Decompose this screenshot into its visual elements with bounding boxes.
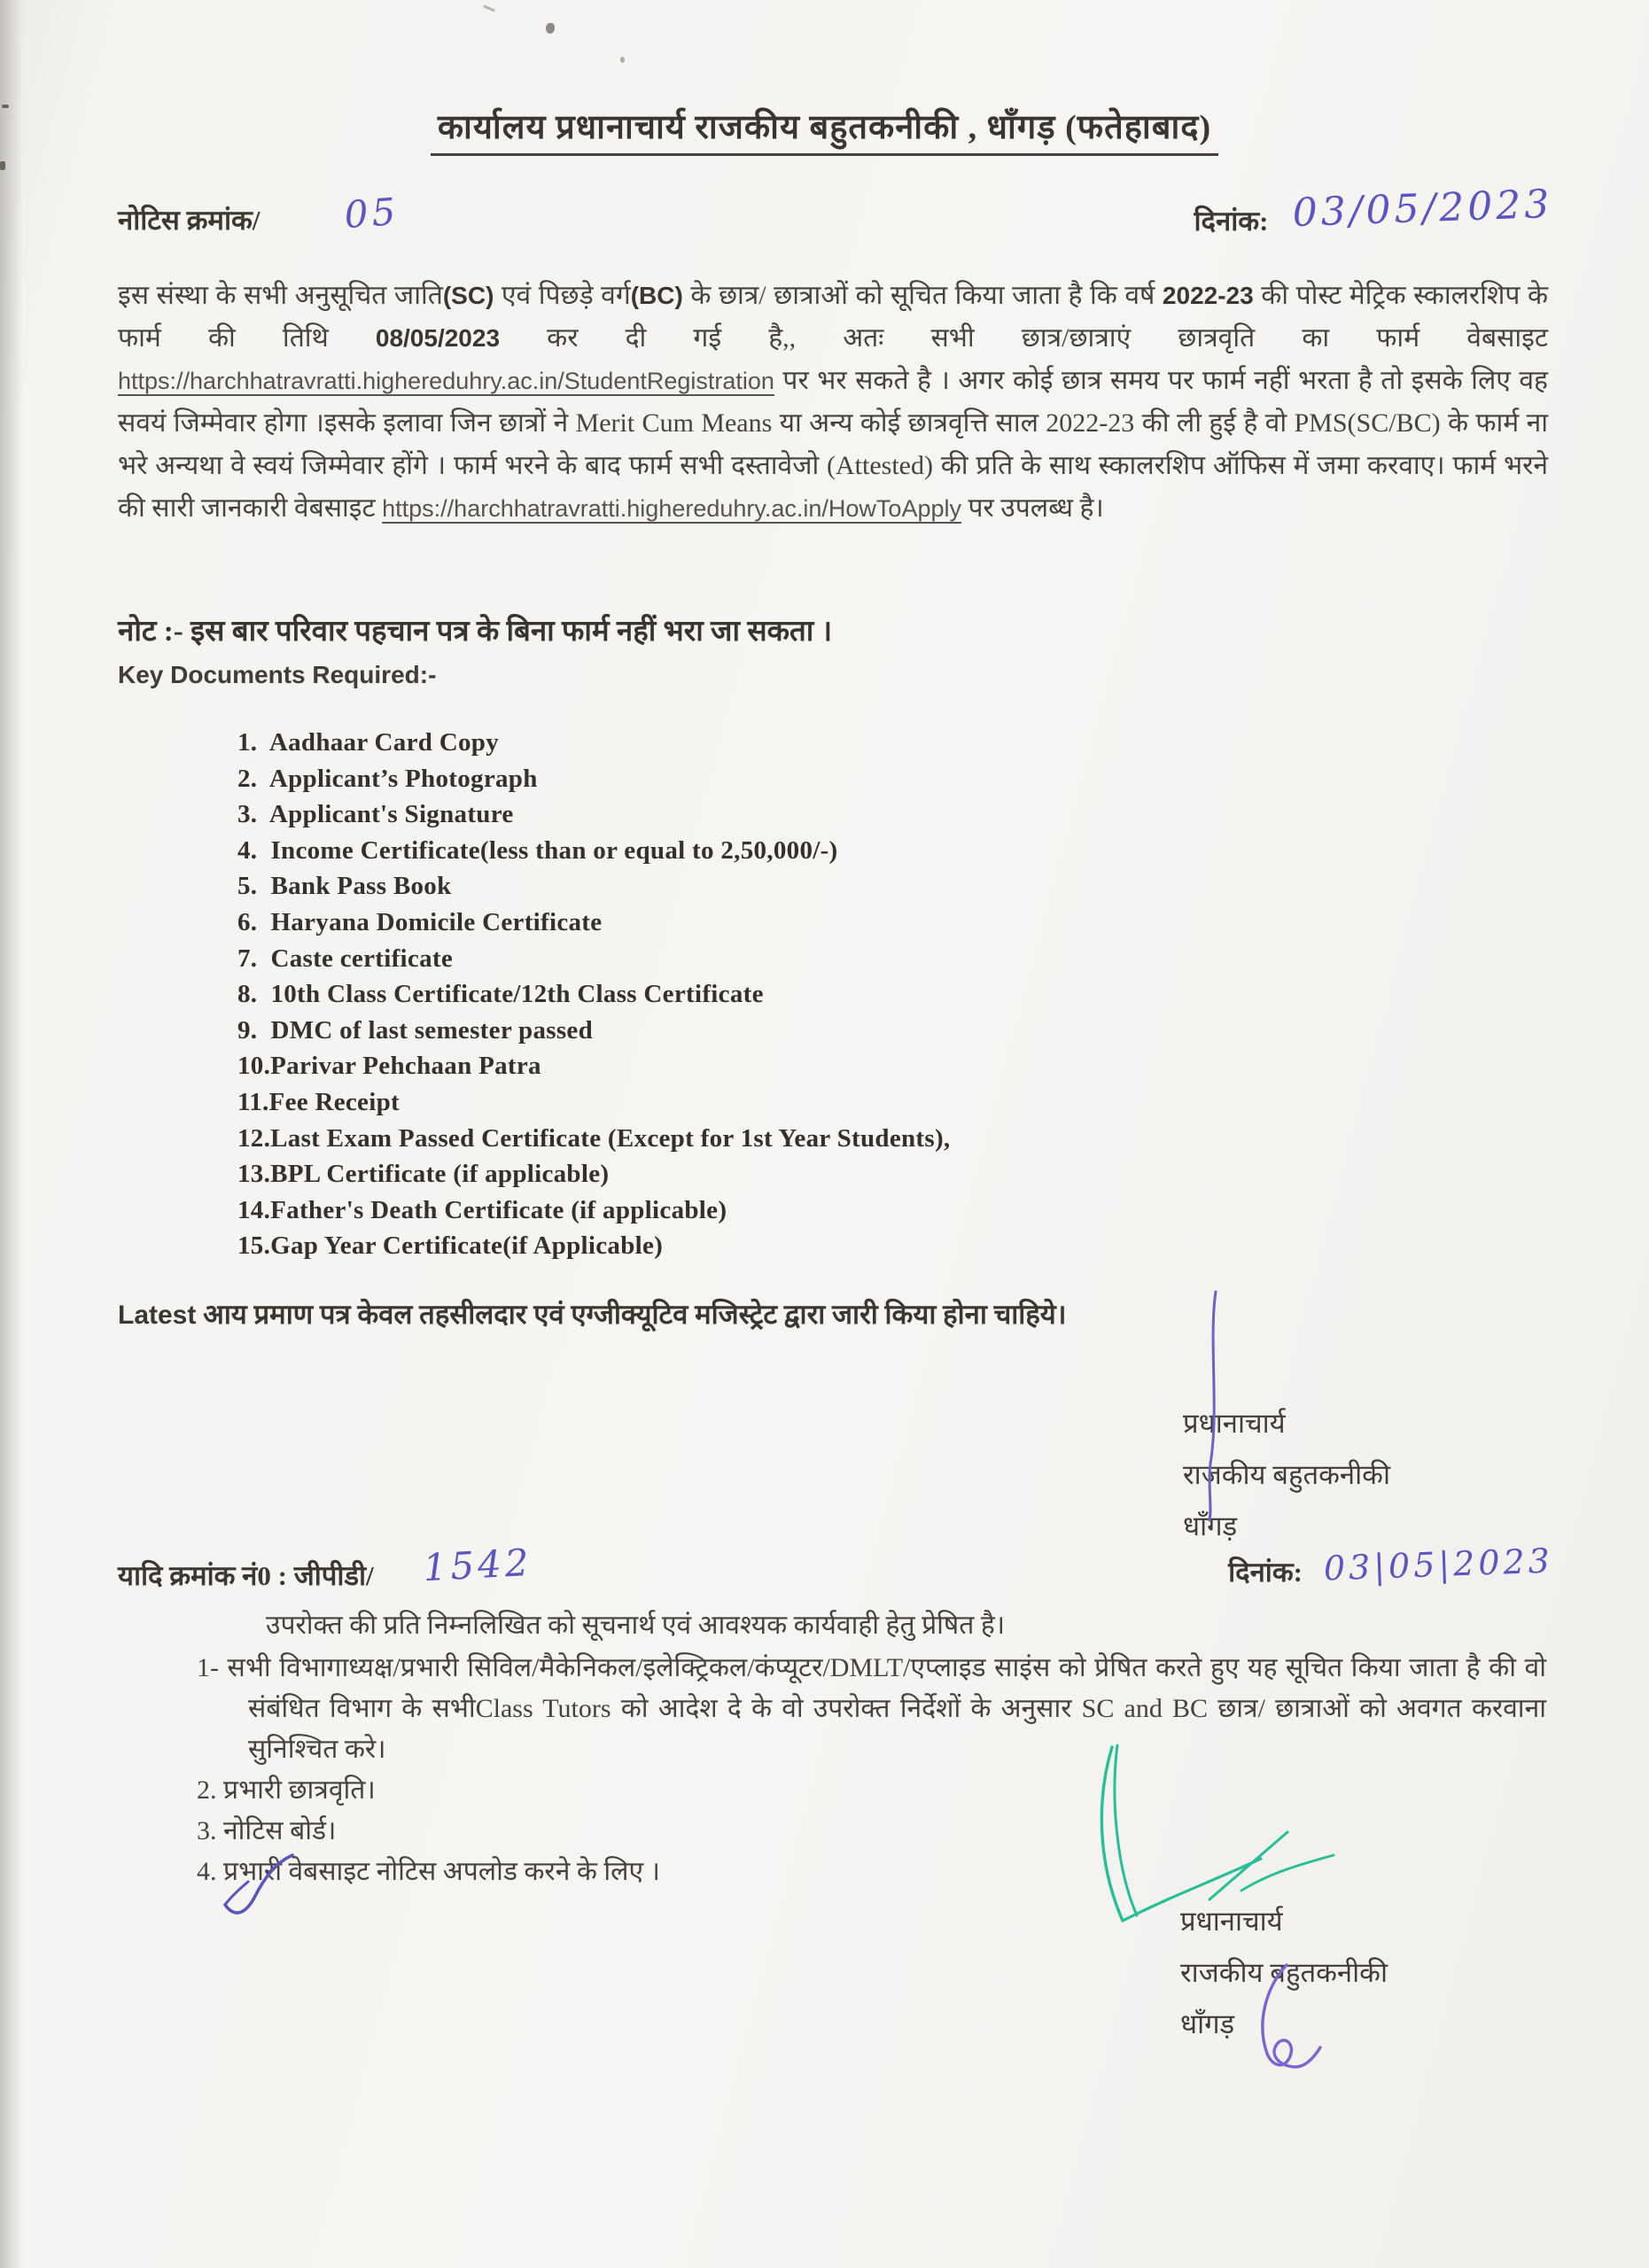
how-to-apply-url: https://harchhatravratti.highereduhry.ac.in/HowToApply: [382, 495, 961, 522]
session-year: 2022-23: [1162, 282, 1254, 309]
scan-artifact: [546, 23, 555, 34]
document-item: 9. DMC of last semester passed: [237, 1015, 594, 1045]
memo-date-label: दिनांक:: [1228, 1557, 1303, 1588]
memo-number-row: [118, 1540, 1554, 1594]
text-segment: पर भर सकते है । अगर कोई छात्र समय पर फार्म नहीं भरता है तो इसके लिए वह सवयं जिम्मेवार होगा ।इसके इलावा जिन छात्रों ने Merit Cum Means या अन्य कोई छात्रवृत्ति साल 2022-23 की ली हुई है वो PMS(SC/BC) के फार्म ना भरे अन्यथा वे स्वयं जिम्मेवार होंगे । फार्म भरने के बाद फार्म सभी दस्तावेजो (Attested) की प्रति के साथ स्कालरशिप ऑफिस में जमा करवाए। फार्म भरने की सारी जानकारी वेबसाइट: [118, 366, 1548, 523]
endorsement-item: 1- सभी विभागाध्यक्ष/प्रभारी सिविल/मैकेनिकल/इलेक्ट्रिकल/कंप्यूटर/DMLT/एप्लाइड साइंस को प्रेषित करते हुए यह सूचित किया जाता है की वो संबंधित विभाग के सभीClass Tutors को आदेश दे के वो उपरोक्त निर्देशों के अनुसार SC and BC छात्र/ छात्राओं को अवगत करवाना सुनिश्चित करे।: [197, 1653, 1546, 1764]
institute-place: धाँगड़: [1180, 2008, 1235, 2039]
scan-edge-shadow: [0, 0, 23, 2268]
green-pen-signature: [1077, 1738, 1369, 1938]
notice-date-label: दिनांक:: [1194, 206, 1269, 237]
document-item: 8. 10th Class Certificate/12th Class Certificate: [237, 980, 764, 1009]
institute-name: राजकीय बहुतकनीकी: [1183, 1459, 1390, 1490]
endorsement-item: 2. प्रभारी छात्रवृति।: [197, 1775, 376, 1805]
institute-place: धाँगड़: [1183, 1511, 1238, 1542]
office-title: [0, 103, 1649, 149]
required-documents-list: [237, 725, 950, 1264]
endorsement-item: 3. नोटिस बोर्ड।: [197, 1816, 337, 1845]
institute-name: राजकीय बहुतकनीकी: [1180, 1957, 1388, 1988]
document-item: 5. Bank Pass Book: [237, 872, 452, 901]
income-note-text: आय प्रमाण पत्र केवल तहसीलदार एवं एग्जीक्यूटिव मजिस्ट्रेट द्वारा जारी किया होना चाहिये।: [196, 1299, 1067, 1330]
notice-date-handwritten: 03/05/2023: [1292, 181, 1554, 237]
text-segment: इस संस्था के सभी अनुसूचित जाति: [118, 281, 443, 310]
notice-number-label: नोटिस क्रमांक/: [118, 205, 261, 236]
purple-pen-flourish: [1239, 1960, 1354, 2079]
text-segment: के छात्र/ छात्राओं को सूचित किया जाता है कि वर्ष: [682, 281, 1163, 310]
blue-pen-signature-stroke: [1178, 1286, 1249, 1526]
document-item: 15.Gap Year Certificate(if Applicable): [237, 1231, 664, 1261]
document-item: 3. Applicant's Signature: [237, 800, 514, 829]
document-item: 14.Father's Death Certificate (if applicable): [237, 1195, 727, 1224]
memo-date-group: [1228, 1541, 1554, 1590]
notice-body-paragraph: [118, 275, 1548, 530]
memo-number-handwritten: 1542: [421, 1540, 533, 1590]
student-registration-url: https://harchhatravratti.highereduhry.ac.in/StudentRegistration: [118, 368, 774, 394]
notice-number-row: [118, 181, 1554, 240]
sc-tag: (SC): [442, 282, 494, 309]
notice-number-handwritten: 05: [343, 189, 401, 237]
document-item: 2. Applicant’s Photograph: [237, 764, 538, 793]
endorsement-intro: उपरोक्त की प्रति निम्नलिखित को सूचनार्थ एवं आवश्यक कार्यवाही हेतु प्रेषित है।: [266, 1611, 1006, 1640]
scan-artifact: [0, 161, 5, 170]
blue-tick-mark: [218, 1852, 302, 1927]
text-segment: पर उपलब्ध है।: [961, 493, 1104, 523]
latest-label: Latest: [118, 1301, 197, 1330]
income-certificate-note: [118, 1295, 1067, 1332]
designation: प्रधानाचार्य: [1180, 1906, 1283, 1937]
document-item: 1. Aadhaar Card Copy: [237, 728, 500, 757]
bc-tag: (BC): [630, 282, 683, 309]
text-segment: की पोस्ट मेट्रिक स्कालरशिप के फार्म की तिथि: [118, 281, 1548, 353]
documents-heading: Key Documents Required:-: [118, 661, 437, 688]
notice-number-group: [118, 189, 401, 238]
document-item: 4. Income Certificate(less than or equal to 2,50,000/-): [237, 835, 838, 865]
document-item: 6. Haryana Domicile Certificate: [237, 907, 603, 936]
notice-date-group: [1194, 181, 1554, 240]
office-title-text: कार्यालय प्रधानाचार्य राजकीय बहुतकनीकी , धाँगड़ (फतेहाबाद): [431, 109, 1218, 156]
text-segment: एवं पिछड़े वर्ग: [494, 281, 631, 310]
memo-number-group: [118, 1540, 533, 1594]
memo-date-handwritten: 03|05|2023: [1323, 1541, 1554, 1588]
document-item: 12.Last Exam Passed Certificate (Except for 1st Year Students),: [237, 1123, 951, 1153]
document-item: 13.BPL Certificate (if applicable): [237, 1160, 610, 1189]
document-item: 7. Caste certificate: [237, 944, 454, 973]
document-item: 11.Fee Receipt: [237, 1087, 400, 1116]
document-item: 10.Parivar Pehchaan Patra: [237, 1052, 541, 1081]
endorsement-item: 4. प्रभारी वेबसाइट नोटिस अपलोड करने के लिए ।: [197, 1857, 660, 1886]
deadline-date: 08/05/2023: [375, 324, 501, 352]
designation: प्रधानाचार्य: [1183, 1408, 1286, 1439]
important-note: नोट :- इस बार परिवार पहचान पत्र के बिना फार्म नहीं भरा जा सकता ।: [118, 616, 833, 648]
scan-artifact: [483, 4, 495, 12]
text-segment: कर दी गई है,, अतः सभी छात्र/छात्राएं छात्रवृति का फार्म वेबसाइट: [500, 323, 1548, 353]
scan-artifact: [620, 57, 625, 63]
memo-number-label: यादि क्रमांक नं0 : जीपीडी/: [118, 1560, 374, 1591]
